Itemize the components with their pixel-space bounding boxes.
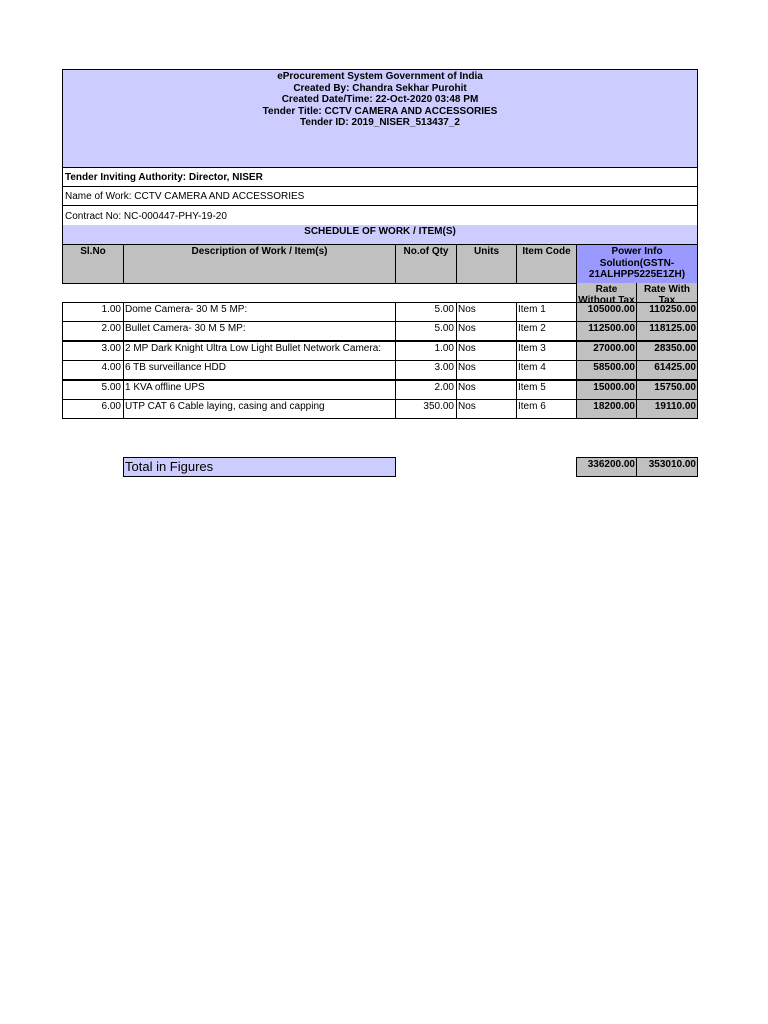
row-units: Nos [456,380,517,400]
row-qty: 5.00 [395,302,457,322]
row-rate-without-tax: 15000.00 [576,380,637,400]
row-item-code: Item 5 [516,380,577,400]
row-rate-without-tax: 58500.00 [576,360,637,380]
col-header-qty: No.of Qty [395,244,457,284]
row-item-code: Item 6 [516,399,577,419]
col-header-rate-with-tax: Rate With Tax [636,283,698,303]
row-rate-without-tax: 112500.00 [576,321,637,341]
row-units: Nos [456,360,517,380]
system-title: eProcurement System Government of India [277,71,483,82]
col-header-rate-without-tax: Rate Without Tax [576,283,637,303]
total-with-tax: 353010.00 [636,457,698,477]
row-qty: 350.00 [395,399,457,419]
total-in-figures-label: Total in Figures [123,457,396,477]
row-qty: 1.00 [395,341,457,361]
row-units: Nos [456,302,517,322]
row-rate-with-tax: 19110.00 [636,399,698,419]
row-item-code: Item 2 [516,321,577,341]
row-qty: 3.00 [395,360,457,380]
row-description: 1 KVA offline UPS [123,380,396,400]
contract-number: Contract No: NC-000447-PHY-19-20 [62,206,698,226]
row-slno: 1.00 [62,302,124,322]
row-slno: 3.00 [62,341,124,361]
tender-header [62,69,698,168]
tender-title: Tender Title: CCTV CAMERA AND ACCESSORIES [262,105,498,117]
row-qty: 2.00 [395,380,457,400]
row-slno: 2.00 [62,321,124,341]
row-rate-with-tax: 118125.00 [636,321,698,341]
row-rate-without-tax: 18200.00 [576,399,637,419]
row-item-code: Item 1 [516,302,577,322]
row-rate-with-tax: 110250.00 [636,302,698,322]
total-without-tax: 336200.00 [576,457,637,477]
row-rate-without-tax: 27000.00 [576,341,637,361]
row-description: Dome Camera- 30 M 5 MP: [123,302,396,322]
row-units: Nos [456,341,517,361]
row-description: Bullet Camera- 30 M 5 MP: [123,321,396,341]
row-slno: 5.00 [62,380,124,400]
row-description: 6 TB surveillance HDD [123,360,396,380]
col-header-slno: Sl.No [62,244,124,284]
row-description: UTP CAT 6 Cable laying, casing and capping [123,399,396,419]
row-description: 2 MP Dark Knight Ultra Low Light Bullet Network Camera: [123,341,396,361]
col-header-item-code: Item Code [516,244,577,284]
tender-id: Tender ID: 2019_NISER_513437_2 [300,117,460,129]
col-header-bidder: Power Info Solution(GSTN-21ALHPP5225E1ZH) [576,244,698,284]
row-rate-with-tax: 15750.00 [636,380,698,400]
row-rate-with-tax: 28350.00 [636,341,698,361]
name-of-work: Name of Work: CCTV CAMERA AND ACCESSORIES [62,186,698,206]
col-header-description: Description of Work / Item(s) [123,244,396,284]
row-item-code: Item 3 [516,341,577,361]
created-by: Created By: Chandra Sekhar Purohit [293,82,467,94]
row-units: Nos [456,399,517,419]
row-rate-without-tax: 105000.00 [576,302,637,322]
row-units: Nos [456,321,517,341]
tender-inviting-authority: Tender Inviting Authority: Director, NISER [62,167,698,187]
col-header-units: Units [456,244,517,284]
created-datetime: Created Date/Time: 22-Oct-2020 03:48 PM [281,94,479,106]
row-slno: 6.00 [62,399,124,419]
row-qty: 5.00 [395,321,457,341]
schedule-title: SCHEDULE OF WORK / ITEM(S) [62,225,698,245]
row-rate-with-tax: 61425.00 [636,360,698,380]
row-item-code: Item 4 [516,360,577,380]
row-slno: 4.00 [62,360,124,380]
